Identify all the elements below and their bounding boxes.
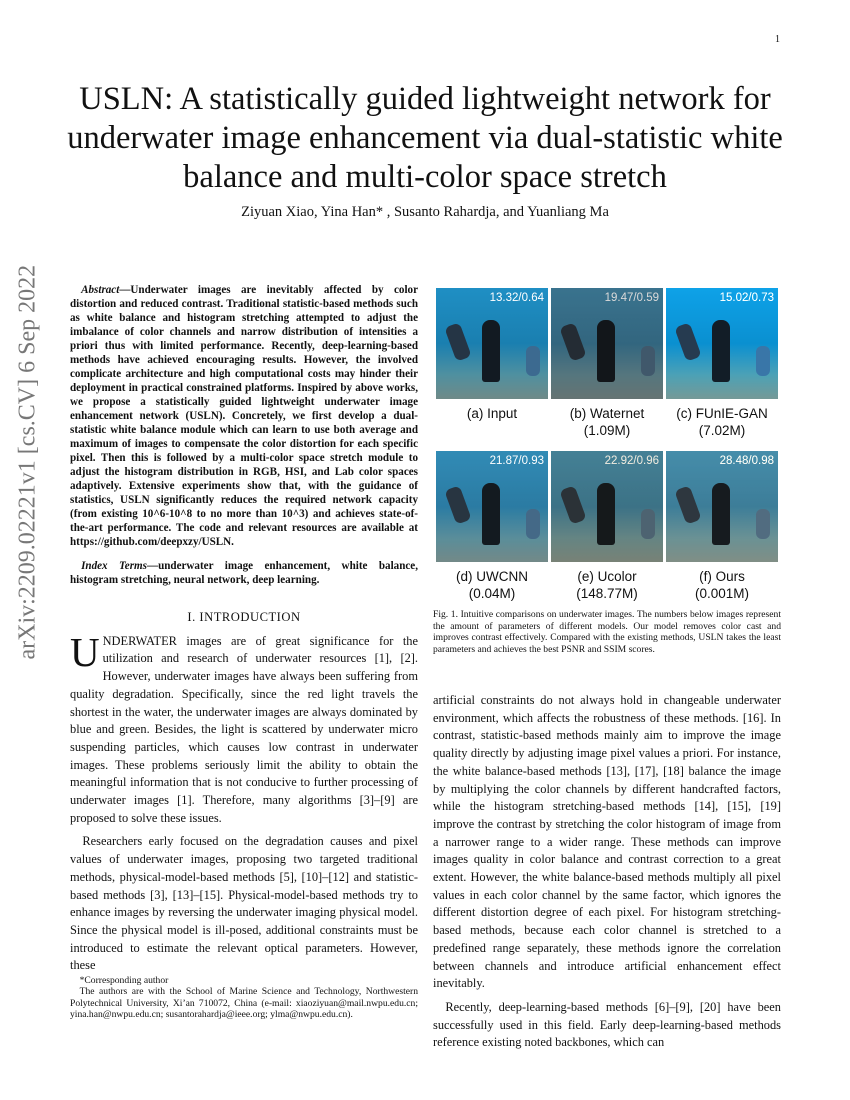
index-terms-label: Index Terms bbox=[81, 560, 147, 572]
panel-caption bbox=[666, 399, 778, 451]
intro-paragraph-1 bbox=[70, 628, 418, 828]
score-label: 19.47/0.59 bbox=[604, 292, 659, 304]
diver-shape bbox=[526, 346, 540, 376]
figure-caption: Fig. 1. Intuitive comparisons on underwater images. The numbers below images represent the amount of parameters of different models. Our model removes color cast and improves contrast effectively. Compared with the existing methods, USLN takes the least parameters and achieves the best PSNR and SSIM scores. bbox=[433, 609, 781, 655]
diver-shape bbox=[559, 322, 586, 361]
diver-shape bbox=[444, 322, 471, 361]
panel-label: (f) Ours bbox=[699, 569, 745, 584]
diver-shape bbox=[597, 483, 615, 545]
arxiv-stamp: arXiv:2209.02221v1 [cs.CV] 6 Sep 2022 bbox=[14, 264, 41, 660]
footnotes bbox=[70, 975, 418, 1021]
diver-shape bbox=[559, 485, 586, 524]
figure-panel-image bbox=[666, 451, 778, 562]
diver-shape bbox=[641, 509, 655, 539]
abstract-text: —Underwater images are inevitably affected by color distortion and reduced contrast. Traditional statistic-based methods such as white balance and histogram stretching attempted to adjust the imbalance of color channels and narrow distribution of intensities a priori thus with limited performance. Recently, deep-learning-based methods have achieved encouraging results. However, the involved complicate architecture and high computational costs may hinder their deployment in practical constrained platforms. Inspired by above works, we propose a statistically guided lightweight underwater image enhancement network (USLN). Concretely, we first develop a dual-statistic white balance module which can learn to use both average and maximum of images to compensate the color distortion for each specific pixel. Then this is followed by a multi-color space stretch module to adjust the histogram distribution in RGB, HSI, and Lab color spaces adaptively. Extensive experiments show that, with the guidance of statistics, USLN significantly reduces the required network capacity (from existing 10^6-10^8 to no more than 10^3) and achieves state-of-the-art performance. The code and relevant resources are available at https://github.com/deepxzy/USLN. bbox=[70, 284, 418, 548]
diver-shape bbox=[712, 320, 730, 382]
section-heading: I. INTRODUCTION bbox=[187, 610, 301, 624]
index-terms-text: —underwater image enhancement, white balance, histogram stretching, neural network, deep learning. bbox=[70, 560, 418, 586]
author-list: Ziyuan Xiao, Yina Han* , Susanto Rahardja, and Yuanliang Ma bbox=[241, 204, 609, 220]
panel-params: (1.09M) bbox=[583, 423, 631, 438]
diver-shape bbox=[526, 509, 540, 539]
panel-label: (d) UWCNN bbox=[456, 569, 528, 584]
paper-title: USLN: A statistically guided lightweight network for underwater image enhancement via dual-statistic white balance and multi-color space stretch bbox=[67, 81, 783, 195]
panel-label: (b) Waternet bbox=[569, 406, 645, 421]
page-number: 1 bbox=[775, 34, 780, 45]
diver-shape bbox=[641, 346, 655, 376]
diver-shape bbox=[756, 346, 770, 376]
diver-shape bbox=[482, 483, 500, 545]
score-label: 21.87/0.93 bbox=[489, 455, 544, 467]
score-label: 13.32/0.64 bbox=[489, 292, 544, 304]
diver-shape bbox=[597, 320, 615, 382]
drop-cap: U bbox=[70, 628, 100, 675]
figure-panel-image bbox=[551, 451, 663, 562]
panel-caption bbox=[436, 399, 548, 451]
panel-label: (e) Ucolor bbox=[577, 569, 637, 584]
panel-params: (0.04M) bbox=[468, 586, 516, 601]
intro-paragraph-2: Researchers early focused on the degradation causes and pixel values of underwater images, proposing two targeted traditional methods, physical-model-based methods [5], [10]–[12] and statistic-based methods [3], [13]–[15]. Physical-model-based methods try to enhance images by reversing the underwater imaging physical model. Since the physical model is ill-posed, additional constraints must be introduced to estimate the relevant optical parameters. However, these bbox=[70, 834, 418, 973]
figure-panel-image bbox=[666, 288, 778, 399]
diver-shape bbox=[756, 509, 770, 539]
diver-shape bbox=[674, 485, 701, 524]
panel-params: (148.77M) bbox=[576, 586, 638, 601]
right-column bbox=[433, 692, 781, 1052]
panel-label: (c) FUnIE-GAN bbox=[676, 406, 768, 421]
panel-params: (0.001M) bbox=[694, 586, 750, 601]
footnote-corresponding: *Corresponding author bbox=[79, 975, 169, 986]
figure-panel-image bbox=[436, 288, 548, 399]
panel-label: (a) Input bbox=[466, 406, 518, 421]
figure-panel-image bbox=[551, 288, 663, 399]
right-paragraph-2: Recently, deep-learning-based methods [6]–[9], [20] have been successfully used in this field. Early deep-learning-based methods reference existing noted backbones, which can bbox=[433, 999, 781, 1050]
diver-shape bbox=[482, 320, 500, 382]
figure-panel-image bbox=[436, 451, 548, 562]
figure-grid bbox=[433, 288, 781, 614]
score-label: 15.02/0.73 bbox=[719, 292, 774, 304]
score-label: 22.92/0.96 bbox=[604, 455, 659, 467]
panel-caption bbox=[666, 562, 778, 614]
score-label: 28.48/0.98 bbox=[719, 455, 774, 467]
abstract bbox=[70, 283, 418, 549]
left-column bbox=[70, 283, 418, 975]
panel-caption bbox=[551, 399, 663, 451]
diver-shape bbox=[712, 483, 730, 545]
right-paragraph-1: artificial constraints do not always hold in changeable underwater environment, which affects the robustness of these methods. [16]. In contrast, statistic-based methods mainly aim to improve the image quality directly by adjusting image pixel values a priori. For instance, the white balance-based methods [13], [17], [18] balance the image by multiplying the color channels by different handcrafted factors, while the histogram stretching-based methods [14], [15], [19] improve the contrast by stretching the color histogram of image from a narrower range to a wider range. These methods can improve images quality in color balance and contrast correction to a great extent. However, the white balance-based methods multiply all pixel values in each color channel by the same factor, which ignores the different distortion degree of each pixel. For histogram stretching-based methods, because each color channel is stretched to a predefined range separately, these methods ignore the correlation between channels and introduce artificial enhancement effect inevitably. bbox=[433, 693, 781, 991]
abstract-label: Abstract bbox=[81, 284, 120, 296]
panel-caption bbox=[551, 562, 663, 614]
panel-caption bbox=[436, 562, 548, 614]
intro-paragraph-1-text: NDERWATER images are of great significance for the utilization and research of underwater resources [1], [2]. However, underwater images have always been suffering from quality degradation. Specifically, since the red light travels the shortest in the water, the underwater images are always dominated by blue and green. Besides, the light is scattered by underwater micro suspending particles, which causes low contrast in underwater images. These problems seriously limit the ability to obtain the meaningful information that is not conducive to further processing of underwater images [1]. Therefore, many algorithms [3]–[9] are proposed to solve these issues. bbox=[70, 633, 418, 825]
footnote-affiliation: The authors are with the School of Marine Science and Technology, Northwestern Polytechnical University, Xi’an 710072, China (e-mail: xiaoziyuan@mail.nwpu.edu.cn; yina.han@nwpu.edu.cn; susantorahardja@ieee.org; ylma@nwpu.edu.cn). bbox=[70, 986, 418, 1021]
index-terms bbox=[70, 559, 418, 587]
figure-1 bbox=[433, 288, 781, 655]
panel-params: (7.02M) bbox=[698, 423, 746, 438]
diver-shape bbox=[444, 485, 471, 524]
diver-shape bbox=[674, 322, 701, 361]
